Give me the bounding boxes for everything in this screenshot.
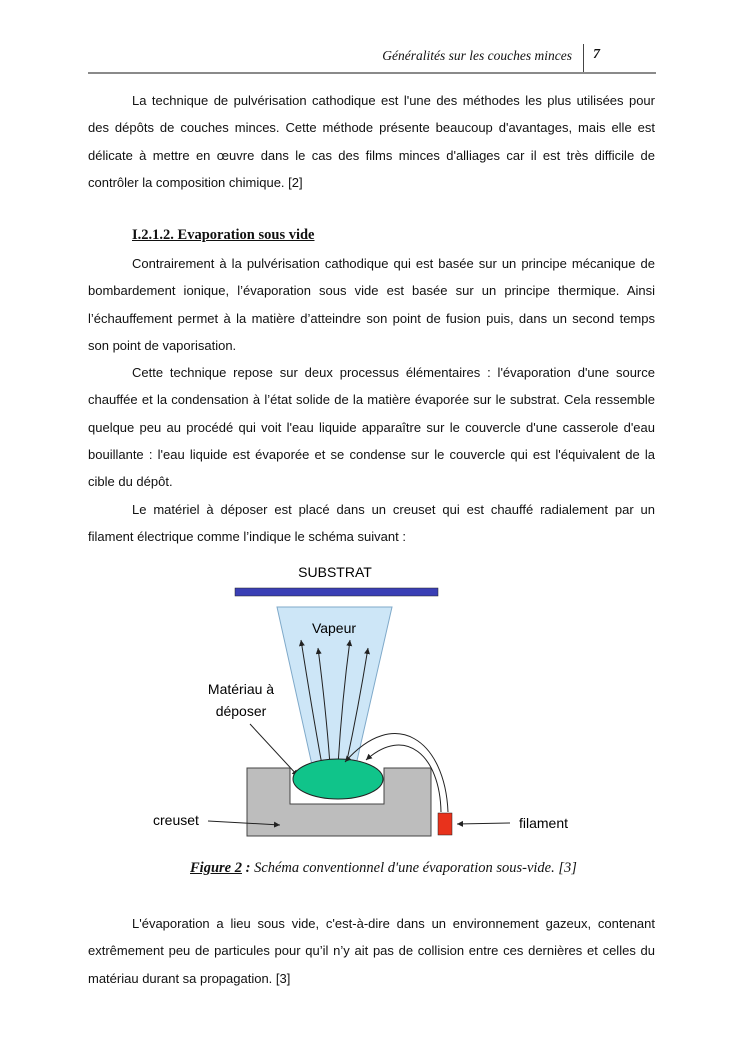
vapeur-label: Vapeur <box>311 620 357 636</box>
paragraph-3: Le matériel à déposer est placé dans un creuset qui est chauffé radialement par un filament électrique comme l’indique le schéma suivant : <box>88 501 655 544</box>
paragraph-2: Cette technique repose sur deux processus élémentaires : l'évaporation d'une source chauffée et la condensation à l’état solide de la matière évaporée sur le substrat. Cela ressemble quelque peu au procédé qui voit l'eau liquide apparaître sur le couvercle d'une casserole d'eau bouillante : l'eau liquide est évaporée et se condense sur le couvercle qui est l'équivalent de la cible du dépôt. <box>88 365 655 490</box>
substrate-bar <box>235 588 438 596</box>
page-number: 7 <box>593 47 600 62</box>
substrat-label: SUBSTRAT <box>298 564 372 580</box>
figure-caption <box>190 860 577 877</box>
caption-colon: : <box>241 860 251 876</box>
paragraph-1: Contrairement à la pulvérisation cathodique qui est basée sur un principe mécanique de bombardement ionique, l’évaporation sous vide est basée sur un principe thermique. Ainsi l’échauffement permet à la matière d’atteindre son point de fusion puis, dans un second temps son point de vaporisation. <box>88 256 655 353</box>
filament-pointer <box>457 823 510 824</box>
closing-block <box>88 910 655 992</box>
filament-rect <box>438 813 452 835</box>
material-ellipse <box>293 759 383 799</box>
intro-paragraph: La technique de pulvérisation cathodique est l'une des méthodes les plus utilisées pour des dépôts de couches minces. Cette méthode présente beaucoup d'avantages, mais elle est délicate à mettre en œuvre dans le cas des films minces d'alliages car il est très difficile de contrôler la composition chimique. [2] <box>88 93 655 190</box>
section-heading: I.2.1.2. Evaporation sous vide <box>132 227 315 243</box>
materiau-label-line1: Matériau à <box>207 681 275 697</box>
caption-text: Schéma conventionnel d'une évaporation sous-vide. [3] <box>250 860 577 876</box>
paragraph-4: L'évaporation a lieu sous vide, c'est-à-dire dans un environnement gazeux, contenant extrêmement peu de particules pour qu’il n’y ait pas de collision entre ces dernières et celles du matériau durant sa propagation. [3] <box>88 916 655 986</box>
header-title: Généralités sur les couches minces <box>382 48 572 63</box>
creuset-label: creuset <box>153 812 199 828</box>
materiau-label-line2: déposer <box>215 703 267 719</box>
caption-label: Figure 2 <box>190 860 242 876</box>
filament-label: filament <box>519 815 569 831</box>
